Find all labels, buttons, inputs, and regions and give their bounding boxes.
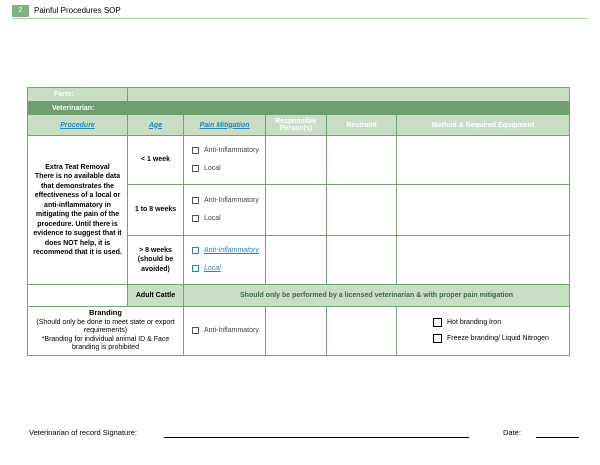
- adult-cattle-row: [28, 285, 570, 307]
- teat-procedure-cell: [28, 136, 128, 285]
- page-number: 2: [12, 5, 29, 17]
- age-cell: > 8 weeks (should be avoided): [128, 236, 184, 285]
- signature-line[interactable]: [164, 437, 469, 438]
- anti-inflammatory-option[interactable]: Anti-Inflammatory: [192, 327, 265, 336]
- teat-row-1: [28, 136, 570, 185]
- method-header: Method & Required Equipment: [397, 115, 570, 136]
- age-cell: 1 to 8 weeks: [128, 185, 184, 236]
- veterinarian-field[interactable]: Veterinarian:: [28, 102, 570, 115]
- responsible-field[interactable]: [266, 236, 327, 285]
- age-header[interactable]: Age: [128, 115, 184, 136]
- checkbox-icon[interactable]: [192, 197, 199, 204]
- branding-row: [28, 307, 570, 356]
- branding-prohibition-note: *Branding for individual animal ID & Face branding is prohibited: [41, 335, 170, 351]
- branding-title: Branding: [89, 308, 122, 317]
- header-rule: [12, 18, 588, 19]
- branding-procedure-cell: [28, 307, 184, 356]
- mitigation-cell: [184, 185, 266, 236]
- freeze-branding-option[interactable]: Freeze branding/ Liquid Nitrogen: [433, 334, 569, 343]
- sop-table: [27, 87, 570, 356]
- checkbox-icon[interactable]: [192, 265, 199, 272]
- farm-field[interactable]: [128, 88, 570, 102]
- page-header: [12, 5, 588, 19]
- branding-note: (Should only be done to meet state or export requirements): [36, 318, 175, 334]
- checkbox-icon[interactable]: [192, 147, 199, 154]
- document-title: Painful Procedures SOP: [34, 6, 121, 15]
- restraint-field[interactable]: [327, 236, 397, 285]
- responsible-header: Responsible Person(s): [266, 115, 327, 136]
- local-option[interactable]: Local: [192, 265, 265, 274]
- responsible-field[interactable]: [266, 185, 327, 236]
- hot-branding-iron-option[interactable]: Hot branding Iron: [433, 318, 569, 327]
- adult-cattle-notice: Should only be performed by a licensed veterinarian & with proper pain mitigation: [184, 285, 570, 307]
- equipment-cell: [397, 307, 570, 356]
- mitigation-cell: [184, 307, 266, 356]
- checkbox-icon[interactable]: [192, 165, 199, 172]
- anti-inflammatory-option[interactable]: Anti-Inflammatory: [192, 147, 265, 156]
- method-field[interactable]: [397, 236, 570, 285]
- veterinarian-row: [28, 102, 570, 115]
- signature-footer: [29, 428, 579, 442]
- adult-cattle-label: Adult Cattle: [128, 285, 184, 307]
- farm-label: Farm:: [28, 88, 128, 102]
- restraint-header: Restraint: [327, 115, 397, 136]
- date-label: Date:: [503, 428, 521, 437]
- teat-title: Extra Teat Removal: [45, 163, 110, 171]
- restraint-field[interactable]: [327, 185, 397, 236]
- method-field[interactable]: [397, 136, 570, 185]
- checkbox-icon[interactable]: [433, 334, 442, 343]
- responsible-field[interactable]: [266, 136, 327, 185]
- checkbox-icon[interactable]: [433, 318, 442, 327]
- restraint-field[interactable]: [327, 136, 397, 185]
- teat-description: There is no available data that demonstrates the effectiveness of a local or anti-inflammatory in mitigating the pain of the procedure. Until there is evidence to suggest that it does NOT help, it is recommend that it is used.: [33, 173, 122, 256]
- procedure-header[interactable]: Procedure: [28, 115, 128, 136]
- checkbox-icon[interactable]: [192, 215, 199, 222]
- farm-row: [28, 88, 570, 102]
- mitigation-cell: [184, 136, 266, 185]
- age-cell: < 1 week: [128, 136, 184, 185]
- column-header-row: [28, 115, 570, 136]
- signature-label: Veterinarian of record Signature:: [29, 428, 137, 437]
- local-option[interactable]: Local: [192, 165, 265, 174]
- blank-cell: [28, 285, 128, 307]
- local-option[interactable]: Local: [192, 215, 265, 224]
- date-line[interactable]: [536, 437, 579, 438]
- checkbox-icon[interactable]: [192, 327, 199, 334]
- method-field[interactable]: [397, 185, 570, 236]
- anti-inflammatory-option[interactable]: Anti-Inflammatory: [192, 247, 265, 256]
- restraint-field[interactable]: [327, 307, 397, 356]
- checkbox-icon[interactable]: [192, 247, 199, 254]
- mitigation-cell: [184, 236, 266, 285]
- responsible-field[interactable]: [266, 307, 327, 356]
- anti-inflammatory-option[interactable]: Anti-Inflammatory: [192, 197, 265, 206]
- pain-mitigation-header[interactable]: Pain Mitigation: [184, 115, 266, 136]
